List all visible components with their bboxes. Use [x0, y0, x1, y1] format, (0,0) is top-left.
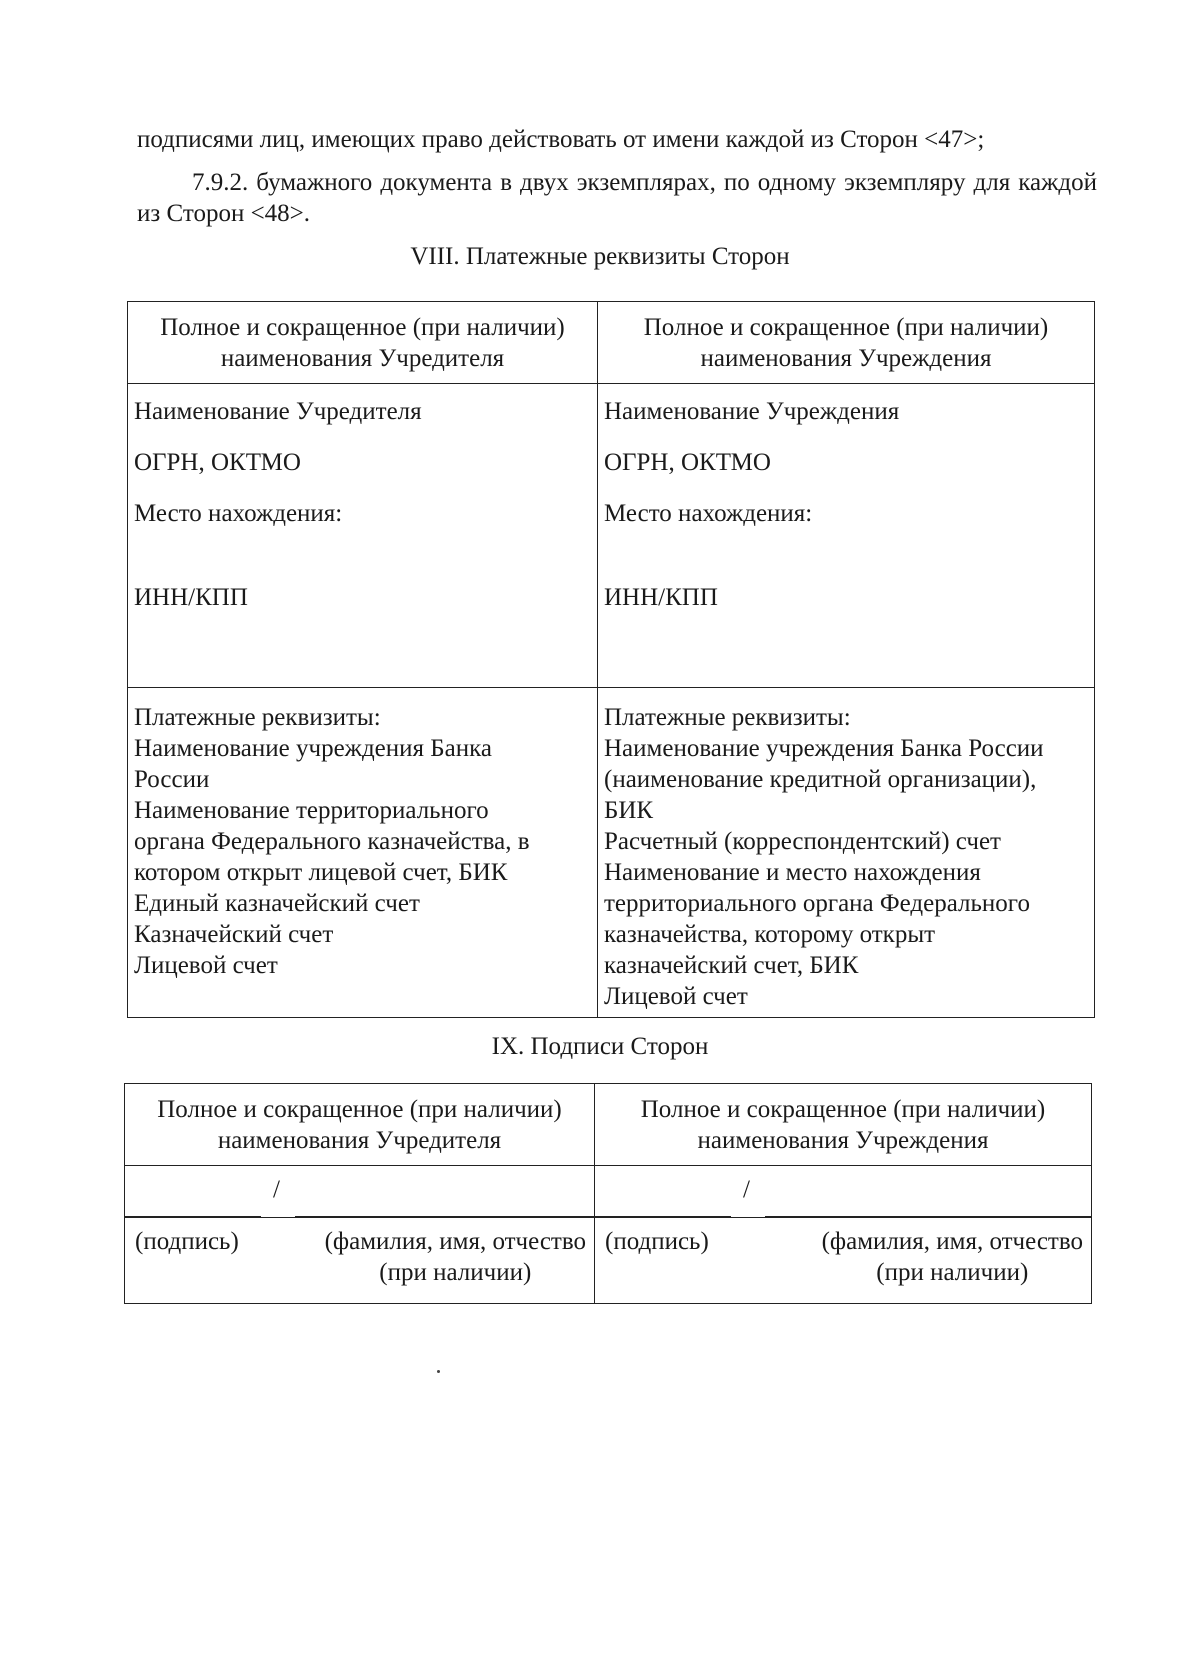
founder-header-cell [125, 1084, 595, 1166]
slash-separator: / [273, 1176, 280, 1203]
header-line: наименования Учреждения [697, 1127, 989, 1154]
founder-caption-cell [125, 1218, 595, 1304]
signatures-table [124, 1083, 1092, 1304]
institution-payment-cell [598, 688, 1095, 1018]
payment-line: Наименование учреждения Банка России [604, 735, 1044, 762]
table-row [125, 1166, 1092, 1218]
institution-location-label: Место нахождения: [604, 500, 813, 527]
paragraph-7-9-2: 7.9.2. бумажного документа в двух экземплярах, по одному экземпляру для каждой из Сторон <48>. [137, 169, 1097, 227]
institution-ogrn-label: ОГРН, ОКТМО [604, 449, 771, 476]
header-line: наименования Учредителя [220, 345, 505, 372]
signature-caption: (подпись) [135, 1228, 239, 1255]
name-caption-line: (фамилия, имя, отчество [821, 1228, 1083, 1255]
header-line: наименования Учредителя [217, 1127, 502, 1154]
payment-line: Единый казначейский счет [134, 890, 420, 917]
founder-inn-label: ИНН/КПП [134, 584, 248, 611]
payment-line: Лицевой счет [604, 983, 748, 1010]
header-line: наименования Учреждения [700, 345, 992, 372]
header-line: Полное и сокращенное (при наличии) [643, 314, 1049, 341]
header-line: Полное и сокращенное (при наличии) [157, 1096, 562, 1123]
payment-line: казначейства, которому открыт [604, 921, 936, 948]
founder-header-cell [128, 302, 598, 384]
name-caption [822, 1226, 1083, 1288]
founder-payment-cell [128, 688, 598, 1018]
payment-line: России [134, 766, 210, 793]
name-caption [325, 1226, 586, 1288]
table-row [128, 302, 1095, 384]
founder-info-cell [128, 384, 598, 688]
institution-caption-cell [595, 1218, 1092, 1304]
slash-separator: / [743, 1176, 750, 1203]
payment-line: котором открыт лицевой счет, БИК [134, 859, 508, 886]
name-caption-line: (фамилия, имя, отчество [324, 1228, 586, 1255]
header-line: Полное и сокращенное (при наличии) [160, 314, 565, 341]
payment-line: Наименование и место нахождения [604, 859, 981, 886]
payment-line: Платежные реквизиты: [134, 704, 381, 731]
table-row [125, 1084, 1092, 1166]
institution-header-cell [595, 1084, 1092, 1166]
payment-line: территориального органа Федерального [604, 890, 1030, 917]
table-row [128, 688, 1095, 1018]
institution-info-cell [598, 384, 1095, 688]
payment-line: Лицевой счет [134, 952, 278, 979]
payment-line: Наименование учреждения Банка [134, 735, 492, 762]
payment-details-table [127, 301, 1095, 1018]
payment-line: Казначейский счет [134, 921, 334, 948]
founder-ogrn-label: ОГРН, ОКТМО [134, 449, 301, 476]
payment-line: (наименование кредитной организации), [604, 766, 1037, 793]
signature-caption: (подпись) [605, 1228, 709, 1255]
institution-name-label: Наименование Учреждения [604, 398, 900, 425]
name-caption-line: (при наличии) [379, 1259, 532, 1286]
name-caption-line: (при наличии) [876, 1259, 1029, 1286]
table-row [125, 1218, 1092, 1304]
payment-line: Расчетный (корреспондентский) счет [604, 828, 1001, 855]
section-9-heading: IX. Подписи Сторон [491, 1033, 709, 1060]
table-row [128, 384, 1095, 688]
institution-signature-line-cell [595, 1166, 1092, 1218]
scan-speck [437, 1370, 440, 1373]
institution-header-cell [598, 302, 1095, 384]
payment-line: Платежные реквизиты: [604, 704, 851, 731]
payment-line: БИК [604, 797, 654, 824]
payment-line: органа Федерального казначейства, в [134, 828, 530, 855]
paragraph-signatures: подписями лиц, имеющих право действовать от имени каждой из Сторон <47>; [137, 126, 985, 153]
founder-name-label: Наименование Учредителя [134, 398, 422, 425]
section-8-heading: VIII. Платежные реквизиты Сторон [410, 243, 790, 270]
header-line: Полное и сокращенное (при наличии) [640, 1096, 1046, 1123]
payment-line: Наименование территориального [134, 797, 489, 824]
founder-location-label: Место нахождения: [134, 500, 343, 527]
institution-inn-label: ИНН/КПП [604, 584, 718, 611]
founder-signature-line-cell [125, 1166, 595, 1218]
payment-line: казначейский счет, БИК [604, 952, 859, 979]
